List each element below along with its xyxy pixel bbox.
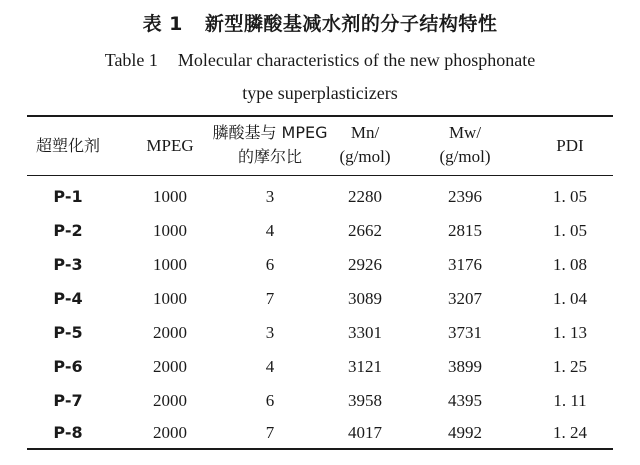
header-mpeg: MPEG <box>146 136 194 155</box>
cell-mpeg: 2000 <box>153 391 187 410</box>
cell-ratio: 3 <box>265 187 275 206</box>
cell-mw: 3176 <box>448 255 482 274</box>
cell-name: P-1 <box>53 187 83 206</box>
header-mw-line2: (g/mol) <box>439 147 491 166</box>
cell-mw: 2396 <box>448 187 482 206</box>
caption-en-title-line1: Molecular characteristics of the new phosphonate <box>177 50 536 70</box>
table-bottom-rule <box>27 448 613 450</box>
cell-mpeg: 1000 <box>153 289 187 308</box>
header-mn-line2: (g/mol) <box>339 147 391 166</box>
cell-mpeg: 1000 <box>153 221 187 240</box>
cell-pdi: 1. 08 <box>553 255 587 274</box>
cell-mpeg: 2000 <box>153 323 187 342</box>
cell-ratio: 6 <box>265 391 275 410</box>
table-top-rule <box>27 115 613 117</box>
caption-en-number: Table 1 <box>104 50 158 70</box>
table-row <box>0 248 640 282</box>
cell-mw: 3899 <box>448 357 482 376</box>
cell-mw: 4992 <box>448 423 482 442</box>
caption-english-line2: type superplasticizers <box>242 83 398 103</box>
table-header-rule <box>27 175 613 176</box>
cell-mpeg: 1000 <box>153 187 187 206</box>
cell-name: P-5 <box>53 323 83 342</box>
cell-ratio: 3 <box>265 323 275 342</box>
cell-ratio: 7 <box>265 289 275 308</box>
caption-english-line1 <box>0 50 640 71</box>
cell-mn: 3121 <box>348 357 382 376</box>
cell-name: P-8 <box>53 423 83 442</box>
cell-mn: 2926 <box>348 255 382 274</box>
cell-name: P-2 <box>53 221 83 240</box>
cell-ratio: 6 <box>265 255 275 274</box>
table-row <box>0 180 640 214</box>
cell-mn: 3301 <box>348 323 382 342</box>
caption-chinese <box>0 9 640 36</box>
cell-pdi: 1. 05 <box>553 221 587 240</box>
cell-pdi: 1. 04 <box>553 289 587 308</box>
cell-pdi: 1. 05 <box>553 187 587 206</box>
header-mw-line1: Mw/ <box>448 123 482 142</box>
cell-ratio: 4 <box>265 221 275 240</box>
caption-cn-title: 新型膦酸基减水剂的分子结构特性 <box>204 13 498 35</box>
cell-mn: 3958 <box>348 391 382 410</box>
cell-mn: 4017 <box>348 423 382 442</box>
table-row <box>0 282 640 316</box>
table-row <box>0 384 640 418</box>
cell-name: P-4 <box>53 289 83 308</box>
cell-mn: 2662 <box>348 221 382 240</box>
caption-cn-number: 表 1 <box>142 13 183 35</box>
header-ratio-line1: 膦酸基与 MPEG <box>212 123 328 142</box>
table-row <box>0 350 640 384</box>
cell-ratio: 7 <box>265 423 275 442</box>
cell-mpeg: 2000 <box>153 423 187 442</box>
cell-name: P-3 <box>53 255 83 274</box>
header-ratio-line2: 的摩尔比 <box>237 147 302 166</box>
cell-pdi: 1. 13 <box>553 323 587 342</box>
cell-mw: 3207 <box>448 289 482 308</box>
header-name: 超塑化剂 <box>35 136 100 155</box>
table-row <box>0 214 640 248</box>
cell-name: P-6 <box>53 357 83 376</box>
cell-mw: 3731 <box>448 323 482 342</box>
cell-mw: 4395 <box>448 391 482 410</box>
cell-mpeg: 2000 <box>153 357 187 376</box>
cell-ratio: 4 <box>265 357 275 376</box>
header-mn-line1: Mn/ <box>350 123 380 142</box>
cell-mw: 2815 <box>448 221 482 240</box>
cell-mn: 2280 <box>348 187 382 206</box>
cell-name: P-7 <box>53 391 83 410</box>
cell-pdi: 1. 11 <box>553 391 587 410</box>
table-row <box>0 316 640 350</box>
cell-pdi: 1. 24 <box>553 423 587 442</box>
header-pdi: PDI <box>556 136 584 155</box>
cell-mn: 3089 <box>348 289 382 308</box>
cell-mpeg: 1000 <box>153 255 187 274</box>
cell-pdi: 1. 25 <box>553 357 587 376</box>
table-row <box>0 416 640 450</box>
